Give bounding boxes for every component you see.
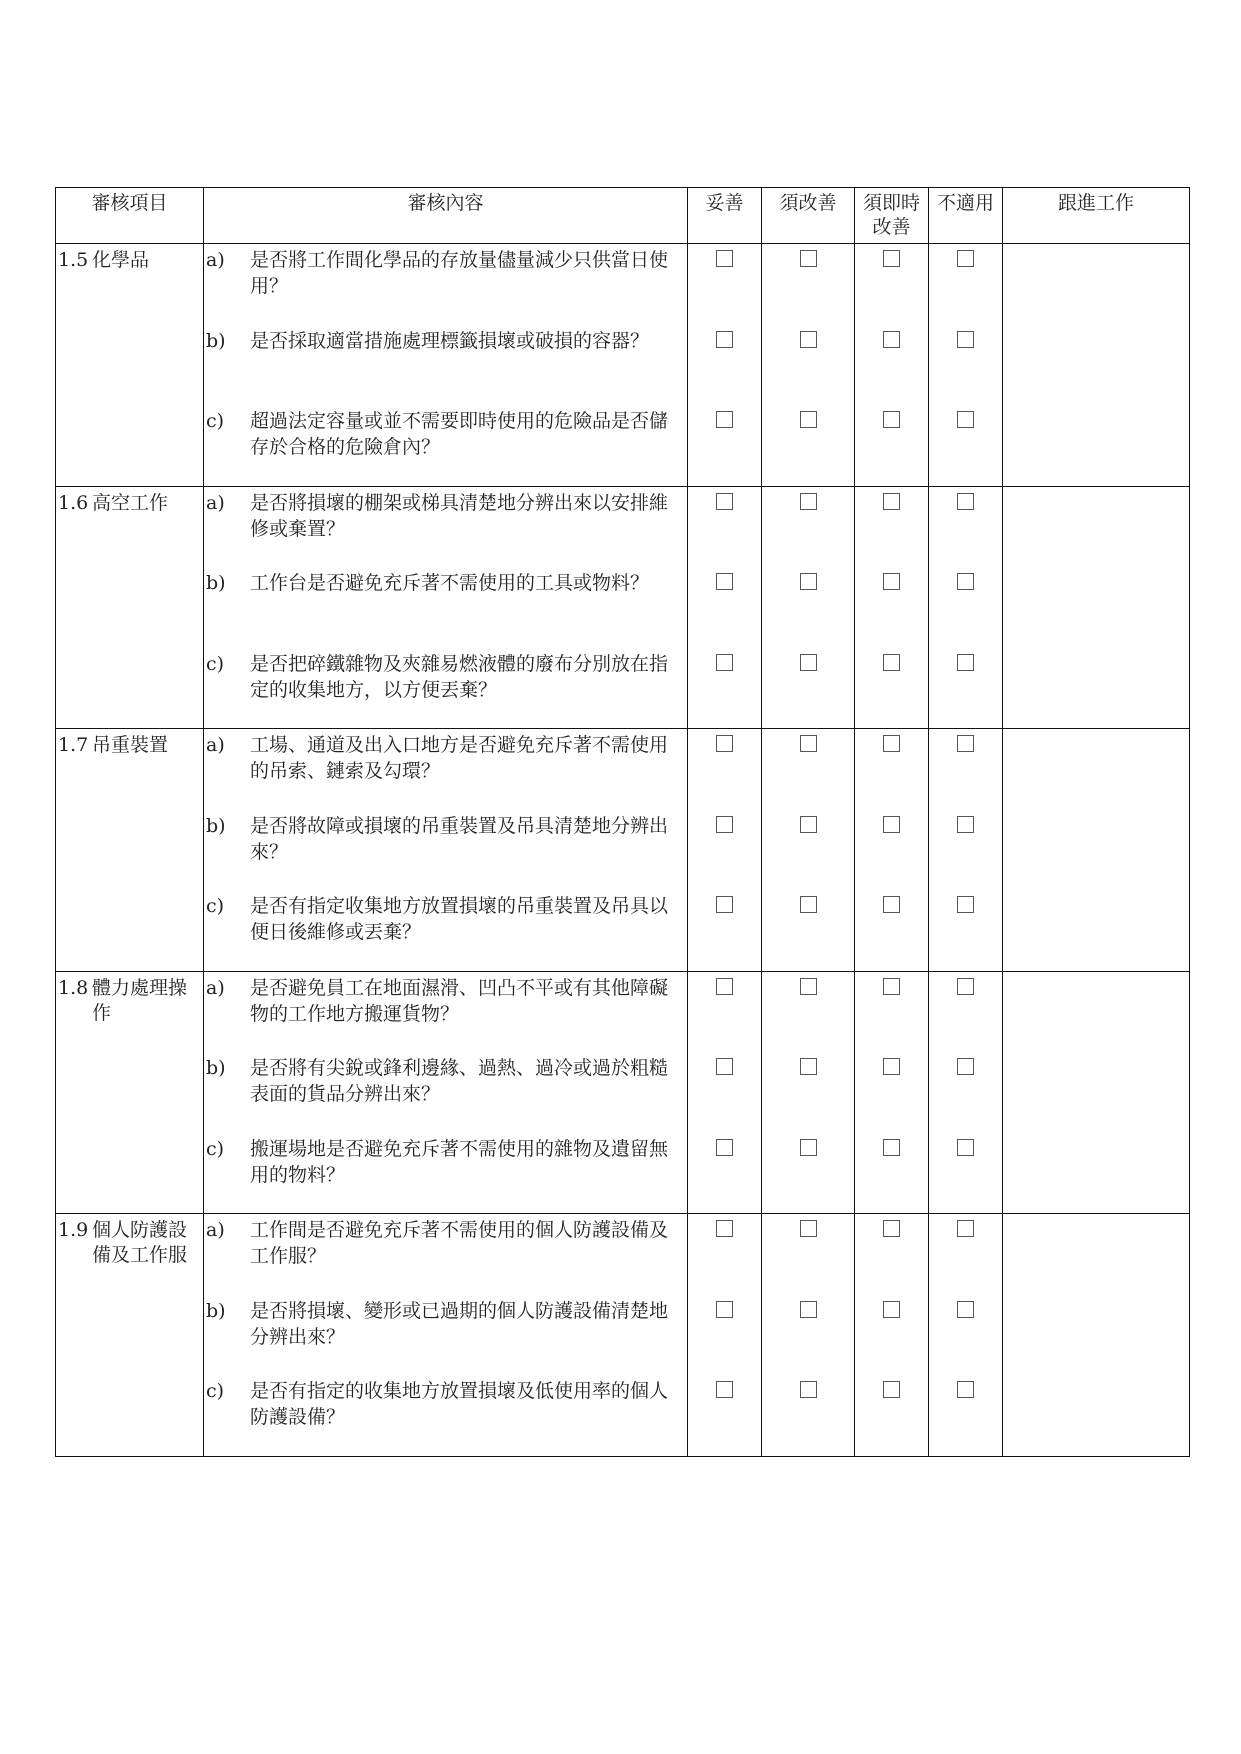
section-title: 化學品 xyxy=(92,249,150,271)
checkbox-ok[interactable] xyxy=(716,1139,733,1156)
followup-cell[interactable] xyxy=(1003,486,1190,729)
checkbox-slot xyxy=(716,729,733,810)
checkbox-slot xyxy=(800,244,817,325)
checklist-item xyxy=(204,648,687,729)
item-question: 是否有指定的收集地方放置損壞及低使用率的個人防護設備？ xyxy=(250,1380,669,1428)
header-improve: 須改善 xyxy=(762,188,855,244)
checkbox-immediate[interactable] xyxy=(883,1301,900,1318)
checkbox-ok[interactable] xyxy=(716,331,733,348)
checkbox-slot xyxy=(957,487,974,568)
checkbox-slot xyxy=(716,1375,733,1456)
checkbox-improve[interactable] xyxy=(800,573,817,590)
checkbox-slot xyxy=(716,972,733,1053)
item-letter: b) xyxy=(206,1299,226,1322)
checkbox-slot xyxy=(957,1214,974,1295)
checkbox-slot xyxy=(957,244,974,325)
mark-cell-immediate xyxy=(855,971,929,1214)
mark-cell-na xyxy=(929,971,1003,1214)
checkbox-improve[interactable] xyxy=(800,1058,817,1075)
item-letter: b) xyxy=(206,814,226,837)
checkbox-improve[interactable] xyxy=(800,1381,817,1398)
checklist-item xyxy=(204,1214,687,1295)
checkbox-ok[interactable] xyxy=(716,573,733,590)
checkbox-improve[interactable] xyxy=(800,1301,817,1318)
item-question: 工作台是否避免充斥著不需使用的工具或物料？ xyxy=(250,572,650,594)
checkbox-slot xyxy=(883,648,900,729)
checkbox-slot xyxy=(883,1052,900,1133)
section-category xyxy=(56,972,203,1026)
section-category-cell xyxy=(56,486,204,729)
checkbox-na[interactable] xyxy=(957,1058,974,1075)
item-letter: a) xyxy=(206,249,225,271)
checkbox-slot xyxy=(716,325,733,406)
checkbox-slot xyxy=(883,810,900,891)
checkbox-na[interactable] xyxy=(957,331,974,348)
checkbox-ok[interactable] xyxy=(716,1058,733,1075)
section-category-cell xyxy=(56,971,204,1214)
item-question: 是否避免員工在地面濕滑、凹凸不平或有其他障礙物的工作地方搬運貨物？ xyxy=(250,976,669,1025)
checkbox-slot xyxy=(716,244,733,325)
checkbox-na[interactable] xyxy=(957,735,974,752)
mark-cell-na xyxy=(929,244,1003,487)
header-immediate: 須即時改善 xyxy=(855,188,929,244)
item-letter: c) xyxy=(206,652,225,675)
item-question: 是否將有尖銳或鋒利邊緣、過熱、過冷或過於粗糙表面的貨品分辨出來？ xyxy=(250,1057,669,1105)
mark-cell-immediate xyxy=(855,1214,929,1457)
mark-cell-improve xyxy=(762,244,855,487)
checkbox-immediate[interactable] xyxy=(883,896,900,913)
checkbox-slot xyxy=(800,1052,817,1133)
checkbox-immediate[interactable] xyxy=(883,1139,900,1156)
mark-cell-na xyxy=(929,1214,1003,1457)
checkbox-na[interactable] xyxy=(957,1139,974,1156)
item-letter: c) xyxy=(206,895,225,917)
mark-cell-ok xyxy=(688,1214,762,1457)
checklist-item xyxy=(204,325,687,406)
checklist-item xyxy=(204,487,687,568)
checkbox-slot xyxy=(800,648,817,729)
checkbox-slot xyxy=(716,1295,733,1376)
checkbox-immediate[interactable] xyxy=(883,411,900,428)
checkbox-ok[interactable] xyxy=(716,411,733,428)
checklist-item xyxy=(204,1133,687,1214)
section-number: 1.8 xyxy=(58,976,89,999)
checkbox-slot xyxy=(716,1214,733,1295)
checkbox-na[interactable] xyxy=(957,816,974,833)
checkbox-immediate[interactable] xyxy=(883,654,900,671)
item-question: 工作間是否避免充斥著不需使用的個人防護設備及工作服？ xyxy=(250,1219,669,1267)
checkbox-ok[interactable] xyxy=(716,1381,733,1398)
checklist-item xyxy=(204,810,687,891)
header-content: 審核內容 xyxy=(204,188,688,244)
checkbox-slot xyxy=(883,1214,900,1295)
checkbox-slot xyxy=(957,1133,974,1214)
checkbox-improve[interactable] xyxy=(800,978,817,995)
checklist-item xyxy=(204,567,687,648)
mark-cell-improve xyxy=(762,1214,855,1457)
checkbox-improve[interactable] xyxy=(800,493,817,510)
item-question: 是否將故障或損壞的吊重裝置及吊具清楚地分辨出來？ xyxy=(250,814,669,863)
checkbox-slot xyxy=(716,405,733,486)
checkbox-slot xyxy=(883,405,900,486)
checkbox-ok[interactable] xyxy=(716,978,733,995)
item-letter: c) xyxy=(206,1380,225,1402)
checkbox-improve[interactable] xyxy=(800,896,817,913)
checkbox-na[interactable] xyxy=(957,411,974,428)
checkbox-slot xyxy=(716,1052,733,1133)
checkbox-immediate[interactable] xyxy=(883,816,900,833)
mark-cell-ok xyxy=(688,971,762,1214)
checklist-item xyxy=(204,1375,687,1456)
section-title: 個人防護設備及工作服 xyxy=(92,1219,188,1266)
followup-cell[interactable] xyxy=(1003,244,1190,487)
checklist-item xyxy=(204,1052,687,1133)
checkbox-slot xyxy=(716,890,733,971)
checkbox-slot xyxy=(957,1295,974,1376)
checkbox-slot xyxy=(957,1375,974,1456)
checklist-item xyxy=(204,972,687,1053)
checkbox-immediate[interactable] xyxy=(883,250,900,267)
checkbox-slot xyxy=(957,729,974,810)
checkbox-slot xyxy=(800,1214,817,1295)
mark-cell-improve xyxy=(762,971,855,1214)
checkbox-na[interactable] xyxy=(957,573,974,590)
checkbox-improve[interactable] xyxy=(800,1220,817,1237)
checklist-item xyxy=(204,890,687,971)
header-item: 審核項目 xyxy=(56,188,204,244)
checklist-item xyxy=(204,244,687,325)
section-items-cell xyxy=(204,1214,688,1457)
section-row xyxy=(56,729,1190,972)
checkbox-slot xyxy=(800,325,817,406)
mark-cell-ok xyxy=(688,244,762,487)
mark-cell-ok xyxy=(688,729,762,972)
checkbox-slot xyxy=(800,1133,817,1214)
item-letter: a) xyxy=(206,734,225,756)
checkbox-slot xyxy=(800,729,817,810)
checklist-item xyxy=(204,1295,687,1376)
checkbox-slot xyxy=(957,648,974,729)
section-row xyxy=(56,486,1190,729)
checklist-item xyxy=(204,729,687,810)
checkbox-slot xyxy=(957,1052,974,1133)
section-category-cell xyxy=(56,244,204,487)
section-items-cell xyxy=(204,486,688,729)
checkbox-slot xyxy=(800,567,817,648)
audit-checklist-table xyxy=(55,187,1190,1457)
checkbox-na[interactable] xyxy=(957,250,974,267)
checkbox-ok[interactable] xyxy=(716,250,733,267)
checkbox-improve[interactable] xyxy=(800,331,817,348)
checkbox-slot xyxy=(716,1133,733,1214)
checkbox-na[interactable] xyxy=(957,1220,974,1237)
checkbox-ok[interactable] xyxy=(716,1301,733,1318)
checkbox-na[interactable] xyxy=(957,654,974,671)
checkbox-slot xyxy=(957,890,974,971)
section-category xyxy=(56,1214,203,1268)
item-question: 是否有指定收集地方放置損壞的吊重裝置及吊具以便日後維修或丟棄？ xyxy=(250,895,669,943)
mark-cell-improve xyxy=(762,729,855,972)
item-question: 是否將損壞的棚架或梯具清楚地分辨出來以安排維修或棄置？ xyxy=(250,491,669,540)
item-question: 是否把碎鐵雜物及夾雜易燃液體的廢布分別放在指定的收集地方，以方便丟棄？ xyxy=(250,652,669,701)
checkbox-ok[interactable] xyxy=(716,493,733,510)
mark-cell-na xyxy=(929,486,1003,729)
checkbox-slot xyxy=(883,1295,900,1376)
section-title: 體力處理操作 xyxy=(92,976,188,1024)
checkbox-slot xyxy=(800,1375,817,1456)
checkbox-slot xyxy=(883,972,900,1053)
header-followup: 跟進工作 xyxy=(1003,188,1190,244)
checkbox-na[interactable] xyxy=(957,1381,974,1398)
checklist-item xyxy=(204,405,687,486)
checkbox-slot xyxy=(716,567,733,648)
item-letter: a) xyxy=(206,491,225,514)
checkbox-immediate[interactable] xyxy=(883,331,900,348)
checkbox-improve[interactable] xyxy=(800,250,817,267)
item-question: 搬運場地是否避免充斥著不需使用的雜物及遺留無用的物料？ xyxy=(250,1137,669,1186)
checkbox-ok[interactable] xyxy=(716,654,733,671)
checkbox-improve[interactable] xyxy=(800,654,817,671)
checkbox-improve[interactable] xyxy=(800,816,817,833)
checkbox-ok[interactable] xyxy=(716,816,733,833)
checkbox-slot xyxy=(883,244,900,325)
checkbox-improve[interactable] xyxy=(800,735,817,752)
section-title: 高空工作 xyxy=(92,491,169,514)
checkbox-immediate[interactable] xyxy=(883,978,900,995)
header-row xyxy=(56,188,1190,244)
item-letter: a) xyxy=(206,976,225,999)
mark-cell-immediate xyxy=(855,244,929,487)
item-question: 是否將損壞、變形或已過期的個人防護設備清楚地分辨出來？ xyxy=(250,1299,669,1348)
checkbox-immediate[interactable] xyxy=(883,735,900,752)
section-category xyxy=(56,244,203,273)
checkbox-ok[interactable] xyxy=(716,735,733,752)
checkbox-immediate[interactable] xyxy=(883,493,900,510)
checklist-body xyxy=(56,244,1190,1457)
checkbox-na[interactable] xyxy=(957,978,974,995)
checkbox-slot xyxy=(957,405,974,486)
checkbox-slot xyxy=(883,890,900,971)
item-letter: b) xyxy=(206,329,226,352)
section-items-cell xyxy=(204,729,688,972)
item-letter: c) xyxy=(206,1137,225,1160)
checkbox-slot xyxy=(883,487,900,568)
section-category-cell xyxy=(56,729,204,972)
checkbox-na[interactable] xyxy=(957,896,974,913)
checkbox-slot xyxy=(957,972,974,1053)
section-items-cell xyxy=(204,971,688,1214)
checkbox-slot xyxy=(800,890,817,971)
followup-cell[interactable] xyxy=(1003,729,1190,972)
checkbox-improve[interactable] xyxy=(800,411,817,428)
section-category-cell xyxy=(56,1214,204,1457)
checkbox-slot xyxy=(957,325,974,406)
checkbox-slot xyxy=(800,972,817,1053)
item-question: 是否將工作間化學品的存放量儘量減少只供當日使用？ xyxy=(250,249,669,297)
checkbox-slot xyxy=(957,567,974,648)
section-number: 1.5 xyxy=(58,249,89,271)
section-number: 1.7 xyxy=(58,734,89,756)
followup-cell[interactable] xyxy=(1003,971,1190,1214)
mark-cell-immediate xyxy=(855,729,929,972)
item-letter: a) xyxy=(206,1219,225,1241)
section-category xyxy=(56,729,203,758)
checkbox-slot xyxy=(716,648,733,729)
item-question: 超過法定容量或並不需要即時使用的危險品是否儲存於合格的危險倉內？ xyxy=(250,410,669,458)
section-items-cell xyxy=(204,244,688,487)
checkbox-slot xyxy=(800,405,817,486)
checkbox-slot xyxy=(883,1133,900,1214)
mark-cell-na xyxy=(929,729,1003,972)
header-ok: 妥善 xyxy=(688,188,762,244)
checkbox-slot xyxy=(883,1375,900,1456)
section-title: 吊重裝置 xyxy=(92,734,169,756)
item-question: 是否採取適當措施處理標籤損壞或破損的容器？ xyxy=(250,329,650,352)
section-number: 1.6 xyxy=(58,491,89,514)
checkbox-na[interactable] xyxy=(957,1301,974,1318)
checkbox-immediate[interactable] xyxy=(883,573,900,590)
checkbox-ok[interactable] xyxy=(716,1220,733,1237)
checkbox-immediate[interactable] xyxy=(883,1220,900,1237)
checkbox-immediate[interactable] xyxy=(883,1058,900,1075)
checkbox-slot xyxy=(716,810,733,891)
checkbox-slot xyxy=(957,810,974,891)
section-row xyxy=(56,244,1190,487)
mark-cell-immediate xyxy=(855,486,929,729)
section-row xyxy=(56,971,1190,1214)
section-row xyxy=(56,1214,1190,1457)
item-letter: b) xyxy=(206,572,226,594)
item-letter: b) xyxy=(206,1057,226,1079)
checkbox-slot xyxy=(883,729,900,810)
checkbox-na[interactable] xyxy=(957,493,974,510)
section-number: 1.9 xyxy=(58,1219,89,1241)
checkbox-slot xyxy=(716,487,733,568)
checkbox-slot xyxy=(800,810,817,891)
followup-cell[interactable] xyxy=(1003,1214,1190,1457)
checkbox-immediate[interactable] xyxy=(883,1381,900,1398)
mark-cell-ok xyxy=(688,486,762,729)
item-letter: c) xyxy=(206,410,225,432)
header-na: 不適用 xyxy=(929,188,1003,244)
checkbox-slot xyxy=(883,325,900,406)
checkbox-ok[interactable] xyxy=(716,896,733,913)
checkbox-slot xyxy=(800,487,817,568)
checkbox-slot xyxy=(800,1295,817,1376)
mark-cell-improve xyxy=(762,486,855,729)
section-category xyxy=(56,487,203,516)
checkbox-slot xyxy=(883,567,900,648)
checkbox-improve[interactable] xyxy=(800,1139,817,1156)
item-question: 工場、通道及出入口地方是否避免充斥著不需使用的吊索、鏈索及勾環？ xyxy=(250,734,669,782)
